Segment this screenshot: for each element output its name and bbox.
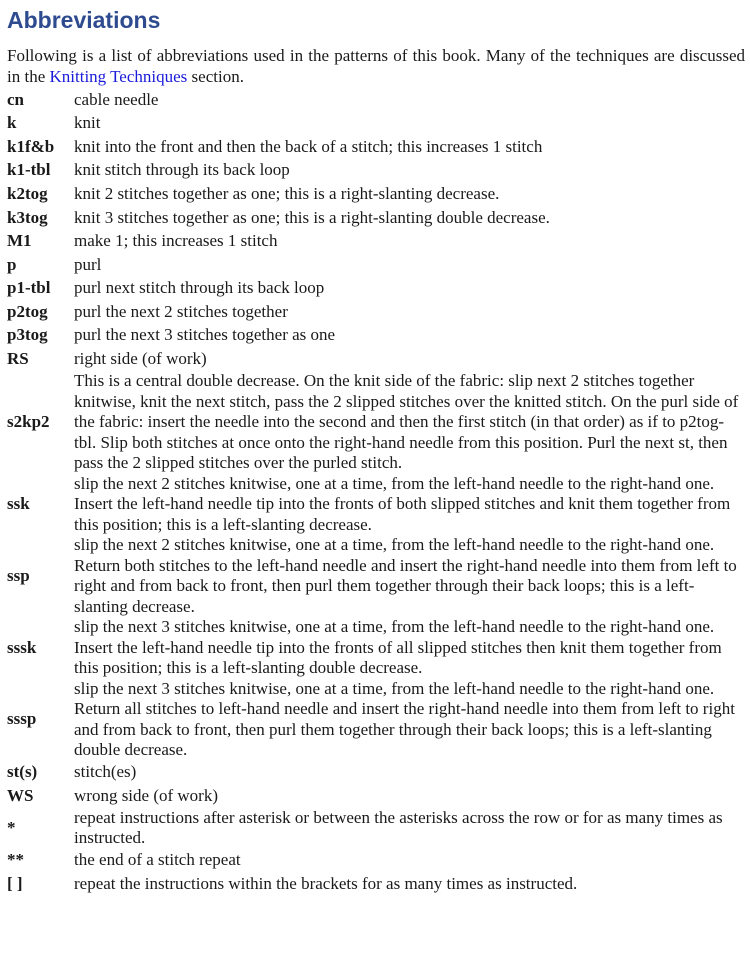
abbreviation-definition: wrong side (of work): [74, 785, 218, 805]
abbreviation-row: [7, 206, 745, 230]
abbreviation-term: k1-tbl: [7, 160, 51, 180]
intro-paragraph: [7, 45, 745, 87]
abbreviation-term: ssk: [7, 494, 30, 514]
abbreviation-definition: make 1; this increases 1 stitch: [74, 231, 278, 251]
abbreviation-row: [7, 474, 745, 536]
abbreviation-term: st(s): [7, 762, 38, 782]
abbreviation-definition: knit into the front and then the back of a stitch; this increases 1 stitch: [74, 136, 543, 156]
abbreviation-term: p3tog: [7, 325, 48, 345]
abbreviation-row: [7, 348, 745, 372]
abbreviation-definition: cable needle: [74, 89, 159, 109]
abbreviation-term: p: [7, 254, 17, 274]
abbreviation-row: [7, 88, 745, 112]
abbreviation-term: ssp: [7, 565, 30, 585]
abbreviation-row: [7, 277, 745, 301]
abbreviation-definition: This is a central double decrease. On the knit side of the fabric: slip next 2 stitches together knitwise, knit the next stitch, pass the 2 slipped stitches over the knitted stitch. On the purl side of the fabric: insert the needle into the second and then the first stitch (in that order) as if to p2tog-tbl. Slip both stitches at once onto the right-hand needle from this position. Purl the next st, then pass the 2 slipped stitches over the purled stitch.: [74, 371, 739, 473]
abbreviation-row: [7, 371, 745, 474]
abbreviation-definition: purl the next 2 stitches together: [74, 301, 288, 321]
abbreviation-row: [7, 324, 745, 348]
abbreviation-definition: slip the next 2 stitches knitwise, one at a time, from the left-hand needle to the right-hand one. Return both stitches to the left-hand needle and insert the right-hand needle into them from left to right and from back to front, then purl them together through their back loops; this is a left-slanting decrease.: [74, 535, 737, 616]
abbreviation-row: [7, 112, 745, 136]
abbreviation-term: RS: [7, 349, 29, 369]
abbreviation-row: [7, 761, 745, 785]
abbreviation-row: [7, 872, 745, 896]
abbreviation-term: k3tog: [7, 207, 48, 227]
abbreviation-term: *: [7, 818, 16, 838]
abbreviation-row: [7, 182, 745, 206]
abbreviation-definition: knit 2 stitches together as one; this is a right-slanting decrease.: [74, 183, 500, 203]
abbreviation-row: [7, 230, 745, 254]
abbreviation-definition: purl: [74, 254, 102, 274]
abbreviation-row: [7, 679, 745, 761]
abbreviation-definition: knit 3 stitches together as one; this is a right-slanting double decrease.: [74, 207, 550, 227]
abbreviation-definition: knit: [74, 113, 101, 133]
abbreviation-term: k2tog: [7, 183, 48, 203]
knitting-techniques-link[interactable]: Knitting Techniques: [49, 67, 188, 86]
abbreviation-row: [7, 784, 745, 808]
abbreviation-term: cn: [7, 89, 24, 109]
abbreviation-row: [7, 159, 745, 183]
abbreviation-term: p2tog: [7, 301, 48, 321]
abbreviation-definition: stitch(es): [74, 762, 137, 782]
abbreviation-row: [7, 808, 745, 849]
abbreviation-row: [7, 849, 745, 873]
abbreviation-term: [ ]: [7, 873, 23, 893]
abbreviation-definition: the end of a stitch repeat: [74, 850, 241, 870]
intro-text-before: Following is a list of abbreviations used in the patterns of this book. Many of the techniques are discussed in the: [7, 46, 745, 86]
abbreviation-term: sssk: [7, 637, 37, 657]
abbreviation-definition: repeat instructions after asterisk or between the asterisks across the row or for as many times as instructed.: [74, 807, 723, 848]
abbreviation-definition: knit stitch through its back loop: [74, 160, 290, 180]
abbreviation-row: [7, 535, 745, 617]
abbreviation-term: k1f&b: [7, 136, 55, 156]
abbreviation-definition: repeat the instructions within the brackets for as many times as instructed.: [74, 873, 578, 893]
abbreviation-row: [7, 617, 745, 679]
page-title: Abbreviations: [7, 7, 161, 33]
abbreviation-term: p1-tbl: [7, 278, 51, 298]
abbreviation-definition: purl next stitch through its back loop: [74, 278, 325, 298]
abbreviation-definition: right side (of work): [74, 349, 207, 369]
abbreviation-term: sssp: [7, 709, 37, 729]
abbreviation-definition: slip the next 3 stitches knitwise, one at a time, from the left-hand needle to the right-hand one. Return all stitches to left-hand needle and insert the right-hand needle into them from left to right and from back to front, then purl them together through their back loops; this is a left-slanting double decrease.: [74, 678, 735, 760]
abbreviation-term: s2kp2: [7, 412, 50, 432]
abbreviation-term: M1: [7, 231, 32, 251]
document-page: [7, 4, 745, 896]
abbreviations-table: [7, 88, 745, 896]
intro-text-after: section.: [187, 67, 244, 86]
abbreviation-row: [7, 253, 745, 277]
abbreviation-term: **: [7, 850, 24, 870]
abbreviation-term: WS: [7, 785, 34, 805]
abbreviation-definition: slip the next 2 stitches knitwise, one at a time, from the left-hand needle to the right-hand one. Insert the left-hand needle tip into the fronts of both slipped stitches and knit them together from this position; this is a left-slanting decrease.: [74, 473, 731, 534]
abbreviation-row: [7, 135, 745, 159]
abbreviation-term: k: [7, 113, 17, 133]
abbreviation-definition: slip the next 3 stitches knitwise, one at a time, from the left-hand needle to the right-hand one. Insert the left-hand needle tip into the fronts of all slipped stitches then knit them together from this position; this is a left-slanting double decrease.: [74, 617, 722, 678]
abbreviation-row: [7, 300, 745, 324]
abbreviation-definition: purl the next 3 stitches together as one: [74, 325, 336, 345]
